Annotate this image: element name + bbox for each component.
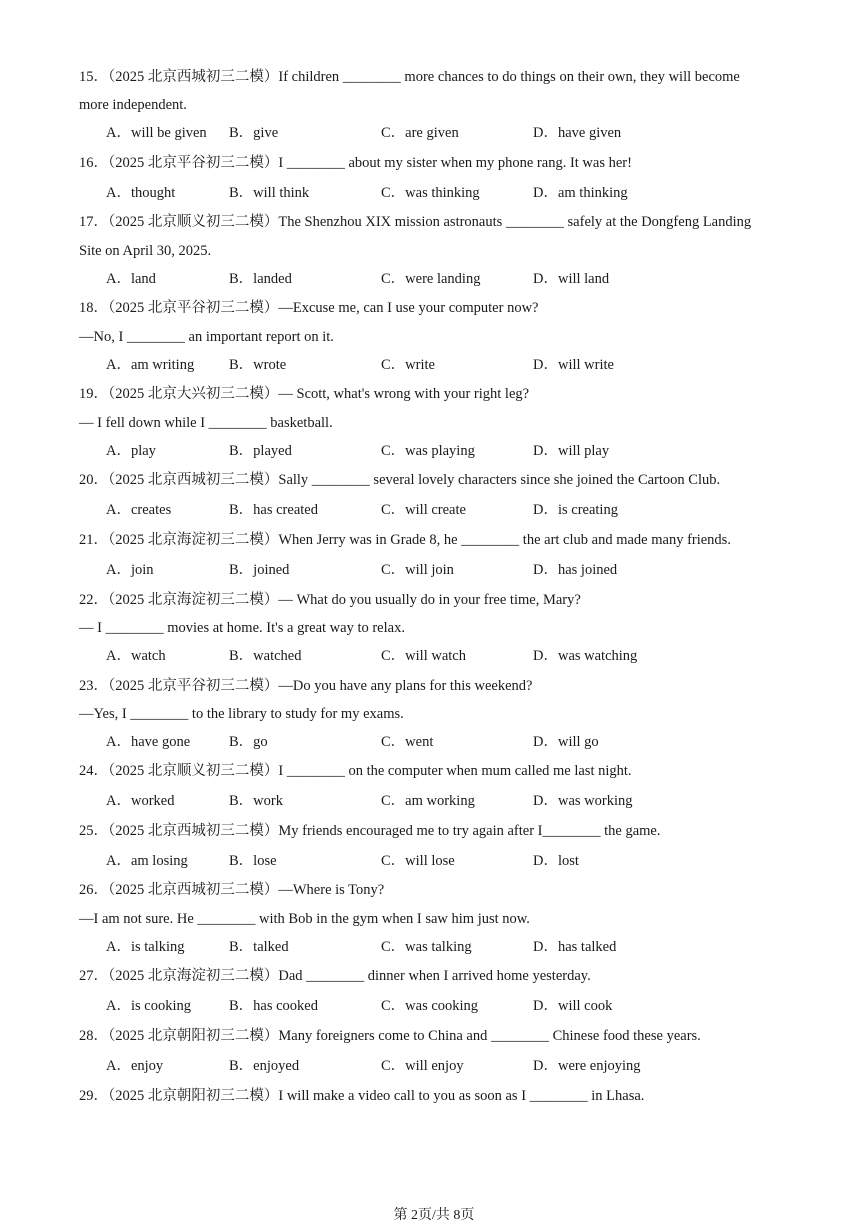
option-c: C．was playing	[381, 443, 475, 459]
question-29-line-1: 29．（2025 北京朝阳初三二模）I will make a video call to you as soon as I ________ in Lhasa.	[79, 1088, 645, 1104]
option-c: C．went	[381, 734, 434, 750]
option-d: D．was watching	[533, 648, 638, 664]
option-c: C．will lose	[381, 853, 455, 869]
question-18-options	[106, 355, 806, 375]
option-b: B．will think	[229, 185, 310, 201]
question-24-options	[106, 791, 806, 811]
option-a: A．enjoy	[106, 1058, 164, 1074]
question-19-line-1: 19．（2025 北京大兴初三二模）— Scott, what's wrong with your right leg?	[79, 386, 530, 402]
option-c: C．were landing	[381, 271, 481, 287]
question-27-options	[106, 996, 806, 1016]
option-d: D．will play	[533, 443, 610, 459]
option-b: B．watched	[229, 648, 302, 664]
option-c: C．will create	[381, 502, 466, 518]
question-21-options	[106, 560, 806, 580]
option-b: B．enjoyed	[229, 1058, 300, 1074]
option-a: A．have gone	[106, 734, 191, 750]
question-19-line-2: — I fell down while I ________ basketball.	[79, 415, 333, 431]
question-28-options	[106, 1056, 806, 1076]
option-d: D．will cook	[533, 998, 613, 1014]
question-15-line-1: 15．（2025 北京西城初三二模）If children ________ more chances to do things on their own, they will become	[79, 69, 740, 85]
option-b: B．lose	[229, 853, 277, 869]
option-a: A．is cooking	[106, 998, 191, 1014]
option-c: C．am working	[381, 793, 475, 809]
question-17-line-2: Site on April 30, 2025.	[79, 243, 212, 259]
question-24-line-1: 24．（2025 北京顺义初三二模）I ________ on the computer when mum called me last night.	[79, 763, 632, 779]
option-a: A．join	[106, 562, 154, 578]
question-17-options	[106, 269, 806, 289]
option-d: D．is creating	[533, 502, 618, 518]
question-23-line-2: —Yes, I ________ to the library to study for my exams.	[79, 706, 404, 722]
option-d: D．will go	[533, 734, 599, 750]
question-25-options	[106, 851, 806, 871]
question-23-options	[106, 732, 806, 752]
question-18-line-1: 18．（2025 北京平谷初三二模）—Excuse me, can I use your computer now?	[79, 300, 539, 316]
option-b: B．has created	[229, 502, 318, 518]
option-a: A．is talking	[106, 939, 185, 955]
option-a: A．will be given	[106, 125, 207, 141]
option-d: D．lost	[533, 853, 579, 869]
option-b: B．landed	[229, 271, 292, 287]
question-16-options	[106, 183, 806, 203]
question-15-line-2: more independent.	[79, 97, 187, 113]
option-b: B．has cooked	[229, 998, 318, 1014]
option-a: A．land	[106, 271, 156, 287]
question-20-options	[106, 500, 806, 520]
option-d: D．have given	[533, 125, 622, 141]
option-b: B．work	[229, 793, 283, 809]
question-26-options	[106, 937, 806, 957]
question-28-line-1: 28．（2025 北京朝阳初三二模）Many foreigners come to China and ________ Chinese food these years.	[79, 1028, 701, 1044]
option-b: B．played	[229, 443, 292, 459]
option-b: B．joined	[229, 562, 290, 578]
option-a: A．play	[106, 443, 156, 459]
option-d: D．has talked	[533, 939, 617, 955]
question-21-line-1: 21．（2025 北京海淀初三二模）When Jerry was in Grade 8, he ________ the art club and made many friends.	[79, 532, 731, 548]
option-a: A．worked	[106, 793, 175, 809]
question-15-options	[106, 123, 806, 143]
question-16-line-1: 16．（2025 北京平谷初三二模）I ________ about my sister when my phone rang. It was her!	[79, 155, 632, 171]
option-d: D．was working	[533, 793, 633, 809]
question-22-line-1: 22．（2025 北京海淀初三二模）— What do you usually do in your free time, Mary?	[79, 592, 581, 608]
option-a: A．creates	[106, 502, 172, 518]
option-b: B．wrote	[229, 357, 287, 373]
option-a: A．thought	[106, 185, 176, 201]
option-d: D．am thinking	[533, 185, 628, 201]
option-d: D．will write	[533, 357, 614, 373]
question-25-line-1: 25．（2025 北京西城初三二模）My friends encouraged me to try again after I________ the game.	[79, 823, 661, 839]
question-26-line-2: —I am not sure. He ________ with Bob in the gym when I saw him just now.	[79, 911, 530, 927]
option-c: C．are given	[381, 125, 459, 141]
option-a: A．am writing	[106, 357, 195, 373]
question-26-line-1: 26．（2025 北京西城初三二模）—Where is Tony?	[79, 882, 385, 898]
question-23-line-1: 23．（2025 北京平谷初三二模）—Do you have any plans for this weekend?	[79, 678, 533, 694]
option-d: D．will land	[533, 271, 610, 287]
page-number-footer: 第 2页/共 8页	[393, 1208, 475, 1223]
question-22-options	[106, 646, 806, 666]
option-c: C．was talking	[381, 939, 472, 955]
option-a: A．am losing	[106, 853, 188, 869]
option-c: C．will enjoy	[381, 1058, 464, 1074]
question-20-line-1: 20．（2025 北京西城初三二模）Sally ________ several lovely characters since she joined the Cartoon Club.	[79, 472, 721, 488]
option-b: B．talked	[229, 939, 289, 955]
option-d: D．has joined	[533, 562, 618, 578]
option-c: C．will join	[381, 562, 454, 578]
question-27-line-1: 27．（2025 北京海淀初三二模）Dad ________ dinner when I arrived home yesterday.	[79, 968, 591, 984]
option-b: B．give	[229, 125, 279, 141]
option-d: D．were enjoying	[533, 1058, 641, 1074]
question-17-line-1: 17．（2025 北京顺义初三二模）The Shenzhou XIX mission astronauts ________ safely at the Dongfeng Landing	[79, 214, 752, 230]
option-c: C．write	[381, 357, 435, 373]
option-c: C．will watch	[381, 648, 466, 664]
option-a: A．watch	[106, 648, 166, 664]
option-c: C．was cooking	[381, 998, 479, 1014]
question-22-line-2: — I ________ movies at home. It's a great way to relax.	[79, 620, 405, 636]
question-18-line-2: —No, I ________ an important report on it.	[79, 329, 334, 345]
option-b: B．go	[229, 734, 268, 750]
option-c: C．was thinking	[381, 185, 480, 201]
question-19-options	[106, 441, 806, 461]
